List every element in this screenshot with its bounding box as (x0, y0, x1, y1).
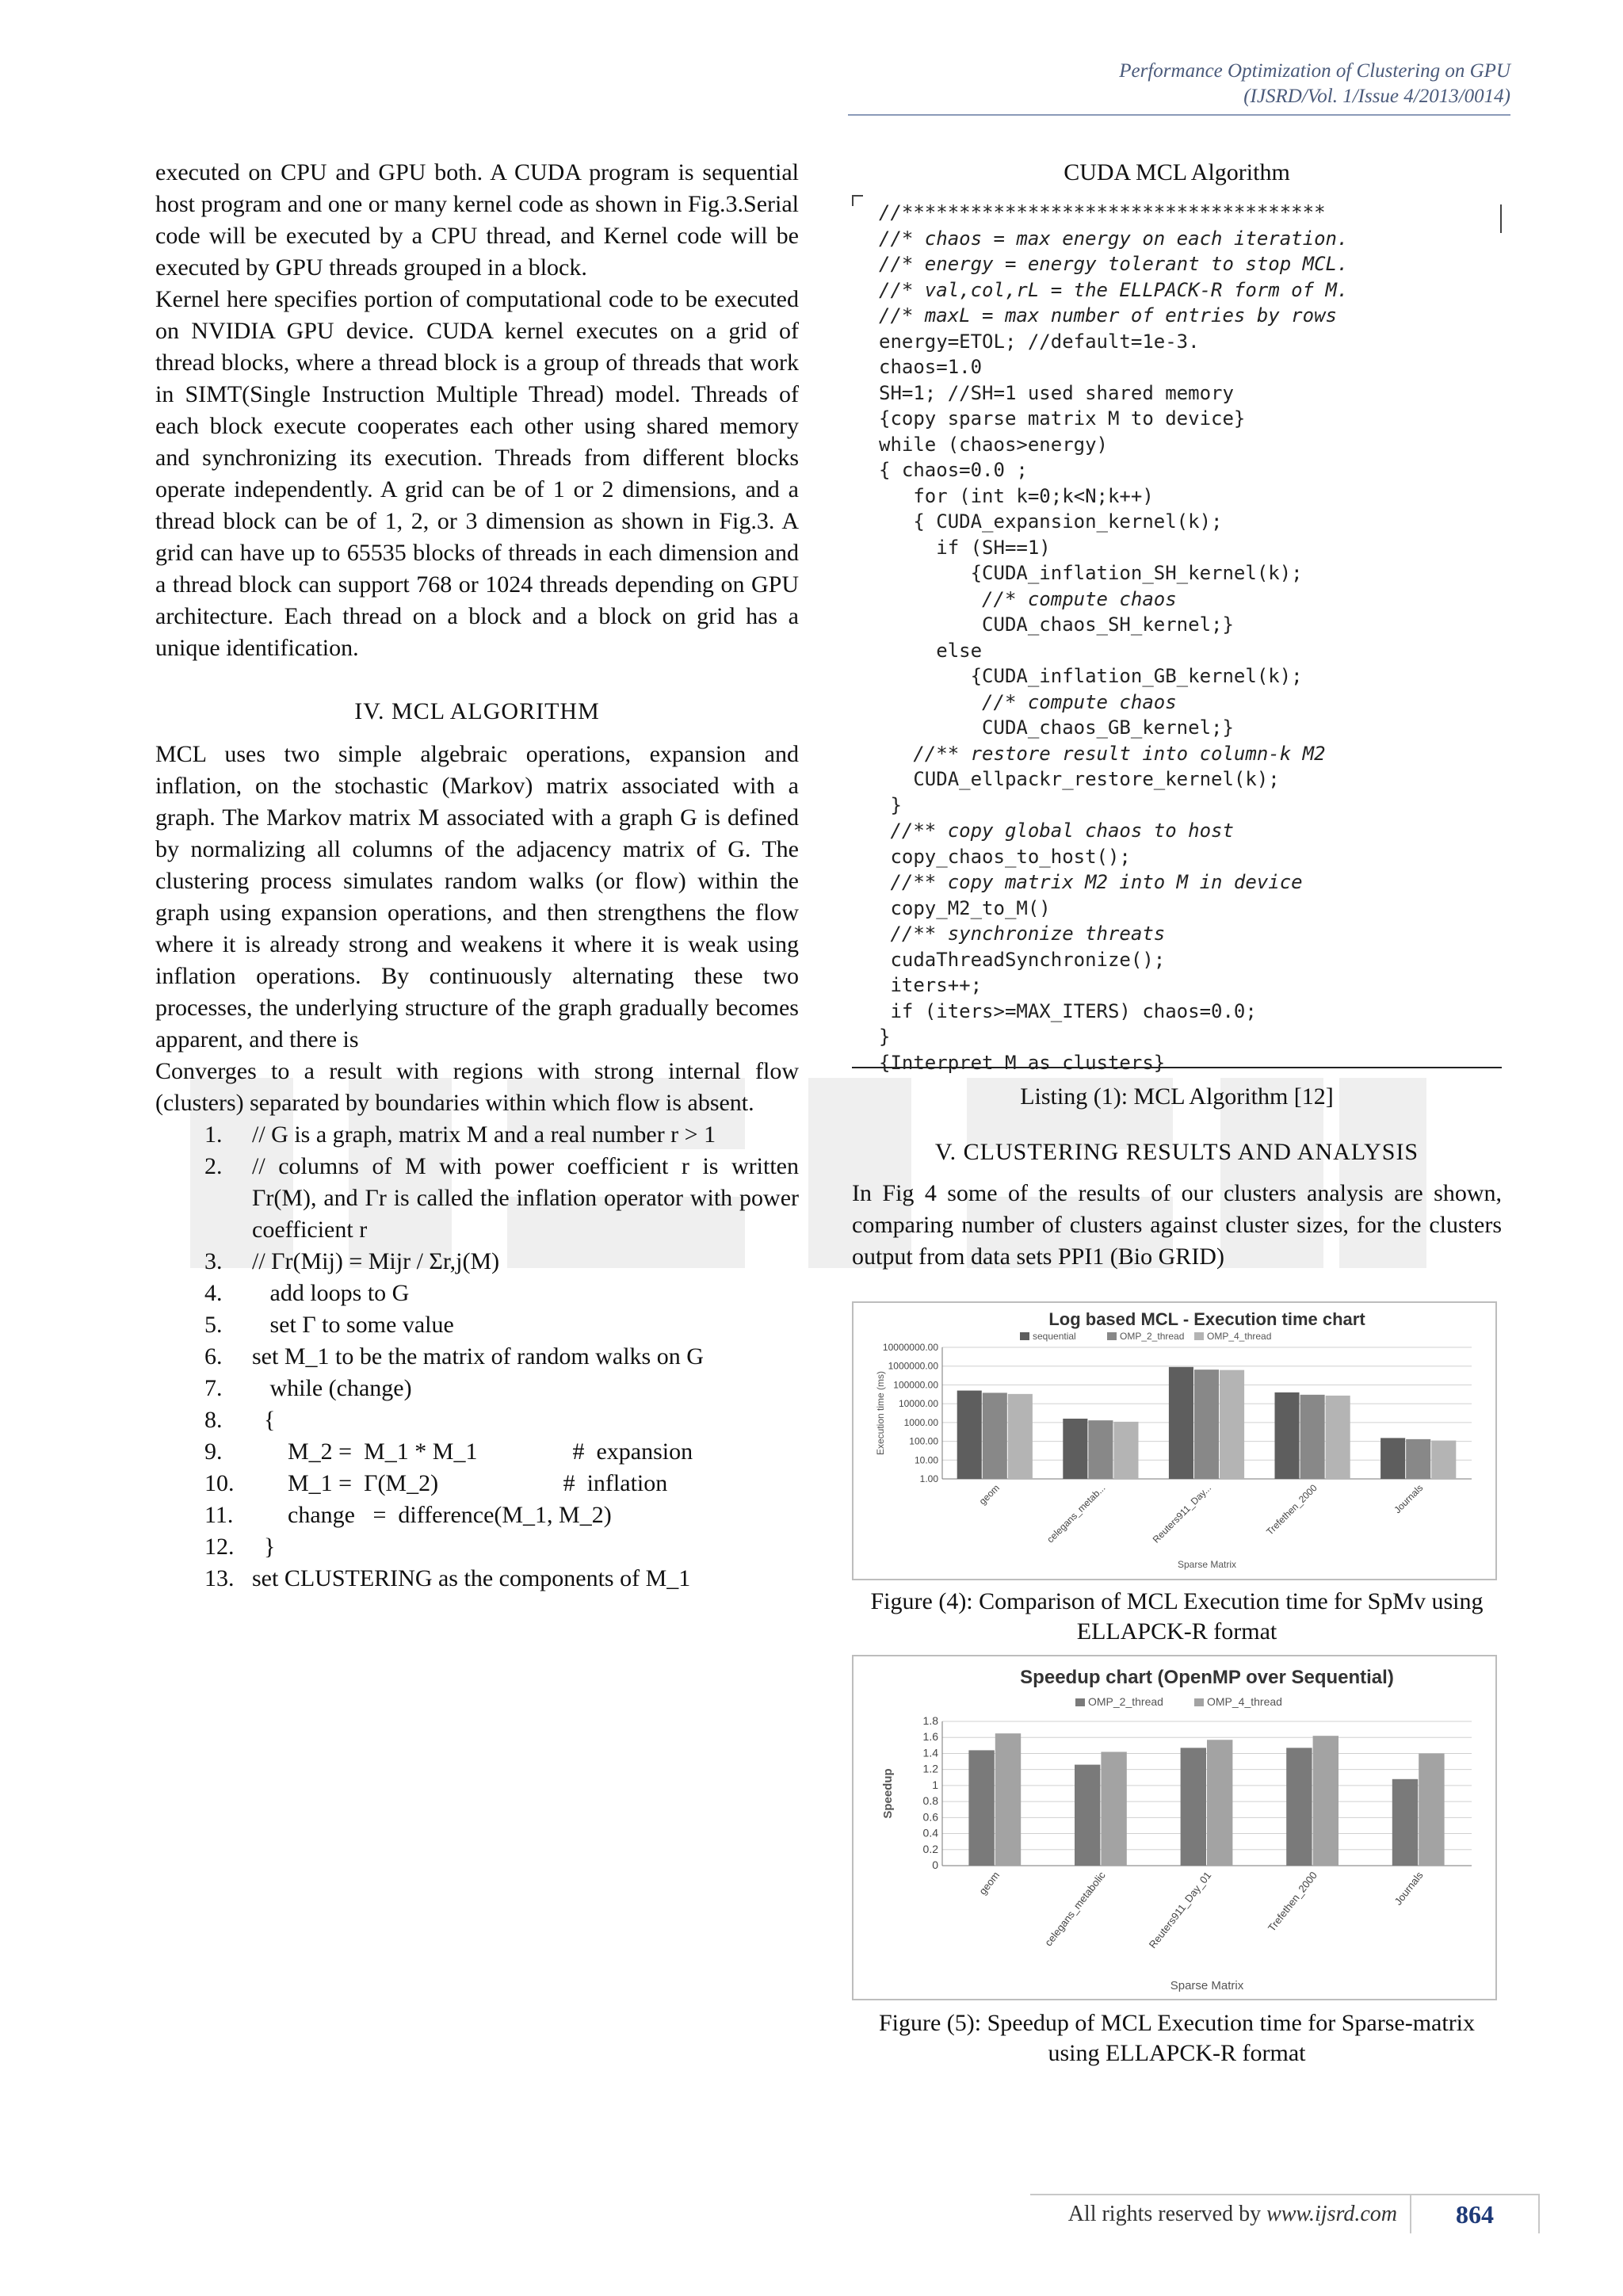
list-item (155, 1341, 799, 1373)
bar (1181, 1748, 1206, 1866)
legend-label: OMP_4_thread (1207, 1695, 1282, 1708)
step-number: 10. (204, 1470, 235, 1496)
listing-corner-mark (852, 195, 863, 206)
code-line: energy=ETOL; //default=1e-3. (879, 330, 1200, 353)
paragraph-results: In Fig 4 some of the results of our clusters analysis are shown, comparing number of clusters against cluster sizes, for the clusters output from data sets PPI1 (Bio GRID) (852, 1180, 1502, 1270)
step-text: M_2 = M_1 * M_1 # expansion (252, 1438, 693, 1465)
legend-swatch (1107, 1332, 1117, 1340)
bar (1207, 1740, 1232, 1866)
bar (1220, 1370, 1244, 1479)
code-line: //** restore result into column-k M2 (879, 742, 1326, 765)
legend-label: OMP_4_thread (1207, 1331, 1272, 1342)
section-heading-results: V. CLUSTERING RESULTS AND ANALYSIS (934, 1139, 1419, 1165)
bar (1113, 1422, 1138, 1479)
running-header (1119, 59, 1510, 109)
code-line: { CUDA_expansion_kernel(k); (879, 510, 1223, 533)
figure-4-chart (852, 1301, 1497, 1580)
list-item (155, 1373, 799, 1404)
code-line: //* energy = energy tolerant to stop MCL. (879, 253, 1349, 275)
page-footer (1030, 2194, 1540, 2233)
code-line: //* compute chaos (879, 587, 1177, 610)
bar (1313, 1736, 1338, 1866)
right-column (852, 157, 1502, 2069)
code-line: copy_chaos_to_host(); (879, 845, 1131, 868)
x-tick-label: geom (976, 1869, 1002, 1897)
legend-label: sequential (1033, 1331, 1076, 1342)
speedup-chart-svg (854, 1656, 1492, 1996)
step-text: add loops to G (252, 1280, 410, 1306)
x-tick-label: celegans_metab... (1044, 1482, 1108, 1545)
code-line: CUDA_ellpackr_restore_kernel(k); (879, 768, 1280, 790)
figure-5-caption: Figure (5): Speedup of MCL Execution time for Sparse-matrix using ELLAPCK-R format (878, 2010, 1476, 2066)
copyright-text: All rights reserved by (1067, 2202, 1267, 2226)
code-line: //* val,col,rL = the ELLPACK-R form of M. (879, 278, 1349, 301)
code-line: } (879, 793, 902, 816)
bar (968, 1750, 994, 1866)
list-item (155, 1278, 799, 1309)
step-number: 6. (204, 1343, 223, 1370)
bar (1392, 1779, 1418, 1866)
listing-body (879, 200, 1502, 1075)
section-heading-mcl: IV. MCL ALGORITHM (354, 698, 600, 724)
step-text: M_1 = Γ(M_2) # inflation (252, 1470, 668, 1496)
y-tick-label: 1.8 (922, 1714, 938, 1727)
legend-swatch (1075, 1698, 1085, 1706)
step-number: 1. (204, 1121, 223, 1148)
code-line: SH=1; //SH=1 used shared memory (879, 381, 1234, 404)
y-tick-label: 1000000.00 (888, 1360, 938, 1372)
listing-corner-mark (1500, 204, 1502, 233)
bar (1326, 1396, 1350, 1479)
step-number: 9. (204, 1438, 223, 1465)
x-tick-label: Journals (1392, 1869, 1426, 1908)
code-line: else (879, 639, 983, 662)
header-title: Performance Optimization of Clustering on GPU (1119, 60, 1510, 82)
code-line: //* compute chaos (879, 690, 1177, 713)
code-line: if (SH==1) (879, 536, 1051, 559)
code-line: for (int k=0;k<N;k++) (879, 484, 1154, 507)
bar (1008, 1394, 1033, 1479)
y-tick-label: 100.00 (909, 1435, 938, 1447)
y-tick-label: 1 (932, 1778, 938, 1791)
legend-swatch (1194, 1332, 1204, 1340)
bar (1286, 1748, 1312, 1866)
list-item (155, 1151, 799, 1246)
step-text: } (252, 1534, 276, 1560)
code-line: //* maxL = max number of entries by rows (879, 304, 1337, 327)
bar (1088, 1420, 1113, 1479)
list-item (155, 1563, 799, 1595)
code-line: CUDA_chaos_GB_kernel;} (879, 716, 1234, 739)
paragraph-cuda-program: executed on CPU and GPU both. A CUDA program is sequential host program and one or many kernel code as shown in Fig.3.Serial code will be executed by a CPU thread, and Kernel code will be executed by GPU threads grouped in a block. (155, 159, 799, 281)
y-tick-label: 1.4 (922, 1746, 938, 1759)
listing-title: CUDA MCL Algorithm (1064, 159, 1290, 185)
list-item (155, 1468, 799, 1499)
x-tick-label: Reuters911_Day_01 (1146, 1869, 1214, 1951)
code-line: } (879, 1026, 891, 1048)
y-tick-label: 100000.00 (893, 1379, 938, 1391)
y-tick-label: 10000000.00 (882, 1342, 938, 1353)
x-tick-label: Trefethen_2000 (1264, 1482, 1319, 1538)
code-line: if (iters>=MAX_ITERS) chaos=0.0; (879, 999, 1257, 1022)
x-tick-label: celegans_metabolic (1042, 1869, 1108, 1949)
bar (995, 1733, 1021, 1866)
y-tick-label: 0.6 (922, 1810, 938, 1824)
step-number: 5. (204, 1312, 223, 1338)
x-tick-label: geom (976, 1482, 1002, 1507)
step-text: while (change) (252, 1375, 412, 1401)
mcl-steps-list (155, 1119, 799, 1595)
step-number: 8. (204, 1407, 223, 1433)
y-tick-label: 0.8 (922, 1794, 938, 1808)
code-line: //* chaos = max energy on each iteration. (879, 227, 1349, 250)
bar (1101, 1752, 1126, 1866)
code-line: //************************************* (879, 201, 1326, 223)
x-tick-label: Reuters911_Day... (1150, 1482, 1214, 1545)
code-line: iters++; (879, 974, 983, 996)
step-number: 11. (204, 1502, 234, 1528)
step-text: set M_1 to be the matrix of random walks on G (252, 1343, 704, 1370)
code-listing (852, 195, 1502, 1074)
chart-title: Log based MCL - Execution time chart (1048, 1309, 1365, 1329)
figure-5-chart (852, 1655, 1497, 2000)
listing-caption: Listing (1): MCL Algorithm [12] (1020, 1083, 1334, 1110)
step-text: // Γr(Mij) = Mijr / Σr,j(M) (252, 1248, 500, 1274)
bar (1419, 1753, 1444, 1866)
list-item (155, 1404, 799, 1436)
code-line: {CUDA_inflation_SH_kernel(k); (879, 562, 1303, 584)
figure-4-caption: Figure (4): Comparison of MCL Execution time for SpMv using ELLAPCK-R format (870, 1588, 1484, 1645)
step-text: change = difference(M_1, M_2) (252, 1502, 612, 1528)
legend-swatch (1020, 1332, 1029, 1340)
code-line: {CUDA_inflation_GB_kernel(k); (879, 665, 1303, 687)
x-axis-label: Sparse Matrix (1177, 1559, 1237, 1570)
x-tick-label: Journals (1392, 1482, 1426, 1516)
step-number: 7. (204, 1375, 223, 1401)
bar (1075, 1765, 1100, 1866)
bar (1275, 1392, 1300, 1479)
y-tick-label: 1.6 (922, 1730, 938, 1744)
code-line: {Interpret M as clusters} (879, 1051, 1166, 1074)
bar (1063, 1419, 1087, 1479)
step-text: // columns of M with power coefficient r is written Γr(M), and Γr is called the inflation operator with power coefficient r (252, 1153, 799, 1243)
left-column (155, 157, 799, 1595)
legend-swatch (1194, 1698, 1204, 1706)
bar (957, 1391, 982, 1479)
code-line: cudaThreadSynchronize(); (879, 948, 1166, 971)
step-text: set Γ to some value (252, 1312, 454, 1338)
y-axis-label: Speedup (881, 1768, 895, 1819)
x-tick-label: Trefethen_2000 (1265, 1869, 1319, 1934)
list-item (155, 1246, 799, 1278)
step-number: 4. (204, 1280, 223, 1306)
list-item (155, 1499, 799, 1531)
y-tick-label: 10000.00 (898, 1398, 938, 1410)
y-tick-label: 1.00 (919, 1473, 938, 1484)
y-axis-label: Execution time (ms) (875, 1370, 886, 1456)
y-tick-label: 0.2 (922, 1842, 938, 1855)
bar (983, 1392, 1007, 1479)
step-number: 12. (204, 1534, 235, 1560)
page-number: 864 (1410, 2194, 1540, 2233)
y-tick-label: 0 (932, 1859, 938, 1871)
step-number: 13. (204, 1565, 235, 1591)
header-citation: (IJSRD/Vol. 1/Issue 4/2013/0014) (1243, 86, 1510, 107)
step-text: // G is a graph, matrix M and a real number r > 1 (252, 1121, 716, 1148)
paragraph-kernel: Kernel here specifies portion of computational code to be executed on NVIDIA GPU device. CUDA kernel executes on a grid of thread blocks, where a thread block is a group of threads that work in SIMT(Single Instruction Multiple Thread) model. Threads of each block execute cooperates each other using shared memory and synchronizing its execution. Threads from different blocks operate independently. A grid can be of 1 or 2 dimensions, and a thread block can be of 1, 2, or 3 dimension as shown in Fig.3. A grid can have up to 65535 blocks of threads in each dimension and a thread block can support 768 or 1024 threads depending on GPU architecture. Each thread on a block and a block on grid has a unique identification. (155, 286, 799, 661)
code-line: //** synchronize threats (879, 923, 1166, 945)
list-item (155, 1309, 799, 1341)
list-item (155, 1531, 799, 1563)
copyright-notice (1030, 2202, 1397, 2227)
bar (1169, 1367, 1193, 1479)
paragraph-mcl-intro: MCL uses two simple algebraic operations, expansion and inflation, on the stochastic (Markov) matrix associated with a graph. The Markov matrix M associated with a graph G is defined by normalizing all columns of the adjacency matrix of G. The clustering process simulates random walks (or flow) within the graph using expansion operations, and then strengthens the flow where it is already strong and weakens it where it is weak using inflation operations. By continuously alternating these two processes, the underlying structure of the graph gradually becomes apparent, and there is (155, 741, 799, 1052)
bar (1381, 1438, 1405, 1479)
execution-time-chart-svg (854, 1303, 1492, 1576)
list-item (155, 1436, 799, 1468)
y-tick-label: 0.4 (922, 1826, 938, 1839)
bar (1300, 1395, 1325, 1479)
site-link[interactable]: www.ijsrd.com (1266, 2202, 1397, 2226)
header-rule (848, 114, 1510, 116)
step-number: 3. (204, 1248, 223, 1274)
bar (1194, 1370, 1219, 1479)
bar (1406, 1439, 1430, 1479)
y-tick-label: 1000.00 (903, 1416, 938, 1428)
paragraph-mcl-converge: Converges to a result with regions with strong internal flow (clusters) separated by boundaries within which flow is absent. (155, 1058, 799, 1116)
y-tick-label: 10.00 (914, 1454, 938, 1466)
code-line: CUDA_chaos_SH_kernel;} (879, 613, 1234, 636)
code-line: { chaos=0.0 ; (879, 459, 1028, 481)
code-line: chaos=1.0 (879, 356, 983, 378)
step-number: 2. (204, 1153, 223, 1179)
code-line: //** copy matrix M2 into M in device (879, 871, 1303, 893)
y-tick-label: 1.2 (922, 1762, 938, 1775)
chart-title: Speedup chart (OpenMP over Sequential) (1020, 1667, 1394, 1688)
code-line: //** copy global chaos to host (879, 819, 1234, 842)
x-axis-label: Sparse Matrix (1170, 1979, 1244, 1992)
code-line: copy_M2_to_M() (879, 896, 1051, 919)
code-line: while (chaos>energy) (879, 433, 1108, 456)
list-item (155, 1119, 799, 1151)
step-text: { (252, 1407, 276, 1433)
legend-label: OMP_2_thread (1088, 1695, 1163, 1708)
step-text: set CLUSTERING as the components of M_1 (252, 1565, 691, 1591)
bar (1431, 1441, 1456, 1479)
legend-label: OMP_2_thread (1120, 1331, 1185, 1342)
code-line: {copy sparse matrix M to device} (879, 407, 1246, 430)
